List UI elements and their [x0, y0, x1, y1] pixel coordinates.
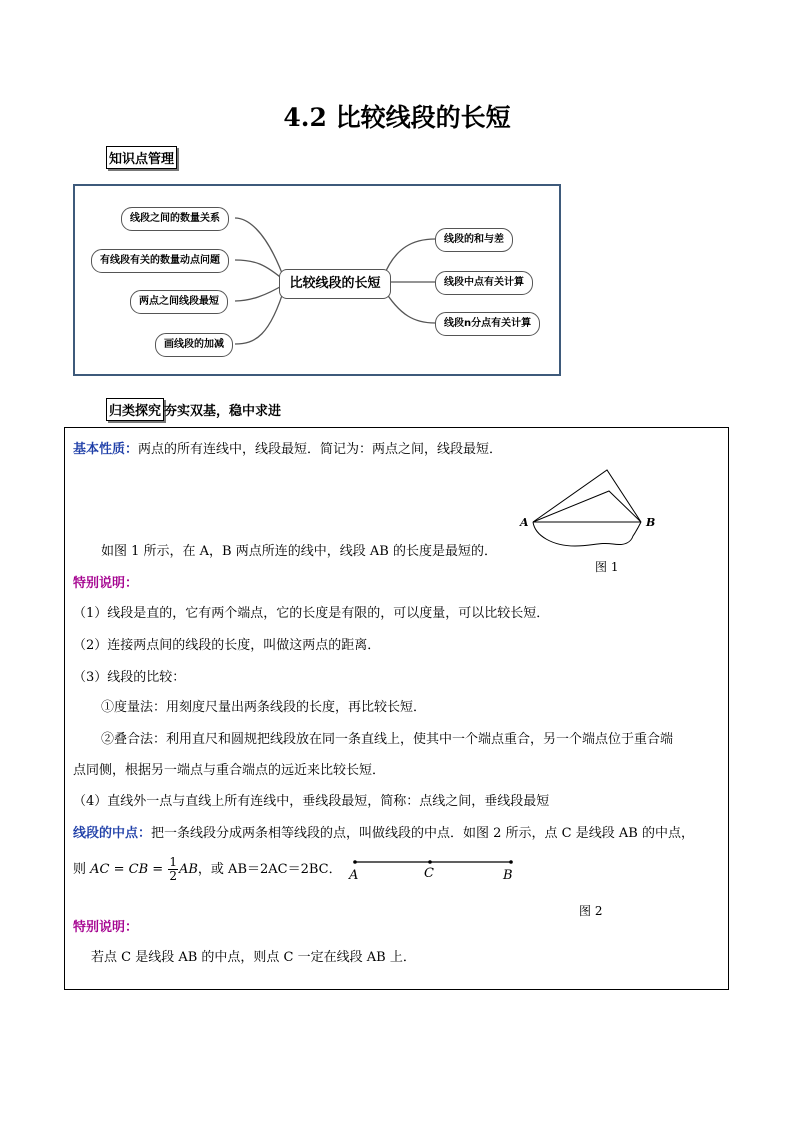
midpoint-label: 线段的中点：	[73, 826, 152, 841]
note2-text: 若点 C 是线段 AB 的中点，则点 C 一定在线段 AB 上．	[91, 950, 416, 965]
figure-1-caption: 图 1	[595, 560, 619, 574]
fig2-label-a: A	[349, 868, 359, 883]
note-item: （3）线段的比较：	[73, 670, 186, 685]
note-item: ②叠合法：利用直尺和圆规把线段放在同一条直线上，使其中一个端点重合，另一个端点位于重合端	[101, 732, 674, 747]
formula-denominator: 2	[169, 869, 177, 883]
mind-map	[73, 184, 561, 376]
midpoint-definition-line	[73, 822, 694, 841]
fig2-label-c: C	[424, 866, 434, 881]
fig2-label-b: B	[503, 868, 513, 883]
mind-map-left-node: 有线段有关的数量动点问题	[91, 249, 229, 273]
figure-2	[343, 852, 523, 886]
explore-tag-label: 归类探究	[106, 398, 164, 421]
fig1-label-b: B	[646, 516, 656, 529]
page-title: 4.2 比较线段的长短	[283, 103, 511, 132]
note-item: （4）直线外一点与直线上所有连线中，垂线段最短，简称：点线之间，垂线段最短	[73, 794, 550, 809]
mind-map-left-node: 两点之间线段最短	[130, 290, 228, 314]
mind-map-center-node: 比较线段的长短	[279, 269, 391, 299]
basic-property-line	[73, 438, 502, 457]
figure-2-caption: 图 2	[579, 904, 603, 918]
section-tag-explore	[106, 398, 281, 421]
mind-map-right-node: 线段的和与差	[435, 228, 513, 252]
basic-property-label: 基本性质：	[73, 442, 139, 457]
note-item: （2）连接两点间的线段的长度，叫做这两点的距离．	[73, 638, 381, 653]
note-item: 点同侧，根据另一端点与重合端点的远近来比较长短．	[73, 763, 386, 778]
figure-1-text: 如图 1 所示，在 A，B 两点所连的线中，线段 AB 的长度是最短的．	[101, 544, 497, 559]
formula-fraction	[168, 856, 178, 883]
midpoint-text: 把一条线段分成两条相等线段的点，叫做线段的中点．如图 2 所示，点 C 是线段 AB 的中点，	[151, 826, 694, 841]
section-tag-knowledge	[106, 146, 177, 169]
special-note-label-1: 特别说明：	[73, 576, 139, 591]
formula-suffix: ，或 AB＝2AC＝2BC．	[197, 862, 342, 877]
note-item: （1）线段是直的，它有两个端点，它的长度是有限的，可以度量，可以比较长短．	[73, 606, 550, 621]
note-item: ①度量法：用刻度尺量出两条线段的长度，再比较长短．	[101, 700, 427, 715]
basic-property-text: 两点的所有连线中，线段最短．简记为：两点之间，线段最短．	[138, 442, 503, 457]
explore-tag-rest: 夯实双基，稳中求进	[164, 404, 282, 419]
mind-map-right-node: 线段n分点有关计算	[435, 312, 540, 336]
fig1-label-a: A	[520, 516, 529, 529]
formula-ab: AB	[178, 862, 198, 877]
knowledge-tag-label: 知识点管理	[106, 146, 177, 169]
content-box	[64, 427, 729, 990]
figure-1	[513, 464, 663, 564]
mind-map-left-node: 线段之间的数量关系	[121, 207, 229, 231]
formula-numerator: 1	[169, 855, 177, 869]
mind-map-right-node: 线段中点有关计算	[435, 271, 533, 295]
formula-prefix: 则	[73, 862, 87, 877]
mind-map-left-node: 画线段的加减	[155, 333, 233, 357]
formula-main: AC = CB =	[90, 862, 164, 877]
special-note-label-2: 特别说明：	[73, 920, 139, 935]
midpoint-formula	[73, 856, 342, 883]
